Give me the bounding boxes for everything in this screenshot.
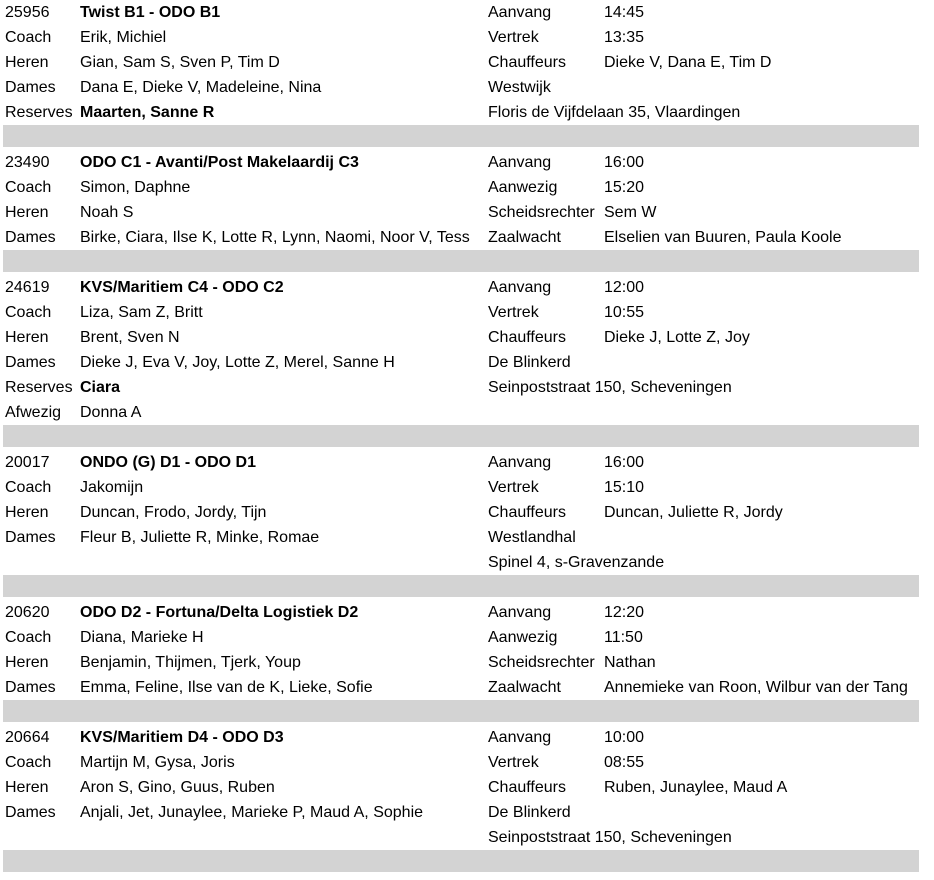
- row-label: Dames: [5, 229, 56, 246]
- info-value: Sem W: [604, 204, 657, 221]
- start-time: 12:00: [604, 279, 645, 296]
- start-label: Aanvang: [488, 279, 552, 296]
- start-time: 16:00: [604, 154, 645, 171]
- row-label: Heren: [5, 779, 49, 796]
- match-header-row: [0, 275, 934, 300]
- info-label: Aanwezig: [488, 629, 558, 646]
- row-value: Duncan, Frodo, Jordy, Tijn: [80, 504, 267, 521]
- row-value: Fleur B, Juliette R, Minke, Romae: [80, 529, 320, 546]
- match-detail-row: [0, 400, 934, 425]
- row-value: Diana, Marieke H: [80, 629, 204, 646]
- match-number: 20664: [5, 729, 50, 746]
- info-label: Seinpoststraat 150, Scheveningen: [488, 829, 732, 846]
- row-label: Reserves: [5, 379, 73, 396]
- start-time: 16:00: [604, 454, 645, 471]
- row-label: Reserves: [5, 104, 73, 121]
- start-label: Aanvang: [488, 604, 552, 621]
- row-label: Heren: [5, 654, 49, 671]
- info-label: De Blinkerd: [488, 354, 571, 371]
- row-value: Ciara: [80, 379, 121, 396]
- info-value: Ruben, Junaylee, Maud A: [604, 779, 788, 796]
- info-label: Zaalwacht: [488, 679, 561, 696]
- match-number: 25956: [5, 4, 50, 21]
- row-value: Jakomijn: [80, 479, 144, 496]
- info-label: Chauffeurs: [488, 504, 566, 521]
- info-value: Nathan: [604, 654, 656, 671]
- match-header-row: [0, 450, 934, 475]
- row-value: Simon, Daphne: [80, 179, 191, 196]
- row-value: Brent, Sven N: [80, 329, 180, 346]
- info-label: Westwijk: [488, 79, 551, 96]
- row-value: Martijn M, Gysa, Joris: [80, 754, 235, 771]
- info-label: Aanwezig: [488, 179, 558, 196]
- row-label: Coach: [5, 304, 52, 321]
- info-value: Duncan, Juliette R, Jordy: [604, 504, 783, 521]
- info-value: Dieke J, Lotte Z, Joy: [604, 329, 750, 346]
- match-number: 24619: [5, 279, 50, 296]
- match-title: KVS/Maritiem D4 - ODO D3: [80, 729, 284, 746]
- row-label: Coach: [5, 629, 52, 646]
- row-value: Anjali, Jet, Junaylee, Marieke P, Maud A, Sophie: [80, 804, 424, 821]
- match-detail-row: [0, 25, 934, 50]
- match-detail-row: [0, 625, 934, 650]
- match-detail-row: [0, 800, 934, 825]
- info-label: Vertrek: [488, 304, 539, 321]
- section-separator: [3, 125, 919, 147]
- info-label: Chauffeurs: [488, 779, 566, 796]
- row-label: Heren: [5, 504, 49, 521]
- row-value: Emma, Feline, Ilse van de K, Lieke, Sofie: [80, 679, 373, 696]
- match-header-row: [0, 600, 934, 625]
- match-detail-row: [0, 200, 934, 225]
- section-separator: [3, 700, 919, 722]
- info-label: Zaalwacht: [488, 229, 561, 246]
- start-time: 14:45: [604, 4, 645, 21]
- start-time: 10:00: [604, 729, 645, 746]
- row-label: Coach: [5, 754, 52, 771]
- row-value: Noah S: [80, 204, 134, 221]
- row-value: Gian, Sam S, Sven P, Tim D: [80, 54, 280, 71]
- row-value: Aron S, Gino, Guus, Ruben: [80, 779, 275, 796]
- row-label: Coach: [5, 179, 52, 196]
- row-label: Coach: [5, 479, 52, 496]
- row-value: Benjamin, Thijmen, Tjerk, Youp: [80, 654, 301, 671]
- info-label: Chauffeurs: [488, 329, 566, 346]
- match-detail-row: [0, 375, 934, 400]
- row-value: Birke, Ciara, Ilse K, Lotte R, Lynn, Naomi, Noor V, Tess: [80, 229, 470, 246]
- match-detail-row: [0, 475, 934, 500]
- row-value: Donna A: [80, 404, 142, 421]
- row-value: Dieke J, Eva V, Joy, Lotte Z, Merel, Sanne H: [80, 354, 395, 371]
- row-label: Afwezig: [5, 404, 62, 421]
- start-label: Aanvang: [488, 154, 552, 171]
- match-detail-row: [0, 550, 934, 575]
- start-time: 12:20: [604, 604, 645, 621]
- match-header-row: [0, 725, 934, 750]
- section-separator: [3, 425, 919, 447]
- info-value: Elselien van Buuren, Paula Koole: [604, 229, 842, 246]
- info-value: 10:55: [604, 304, 645, 321]
- info-value: 11:50: [604, 629, 643, 646]
- info-label: Vertrek: [488, 29, 539, 46]
- info-label: Westlandhal: [488, 529, 576, 546]
- match-detail-row: [0, 350, 934, 375]
- row-label: Dames: [5, 804, 56, 821]
- match-header-row: [0, 150, 934, 175]
- info-value: 08:55: [604, 754, 645, 771]
- match-detail-row: [0, 775, 934, 800]
- info-label: Spinel 4, s-Gravenzande: [488, 554, 665, 571]
- row-value: Liza, Sam Z, Britt: [80, 304, 203, 321]
- match-detail-row: [0, 675, 934, 700]
- match-number: 23490: [5, 154, 50, 171]
- match-detail-row: [0, 175, 934, 200]
- match-title: Twist B1 - ODO B1: [80, 4, 221, 21]
- row-label: Dames: [5, 679, 56, 696]
- match-detail-row: [0, 325, 934, 350]
- match-detail-row: [0, 225, 934, 250]
- info-value: Dieke V, Dana E, Tim D: [604, 54, 772, 71]
- match-detail-row: [0, 75, 934, 100]
- section-separator: [3, 250, 919, 272]
- row-label: Heren: [5, 54, 49, 71]
- match-header-row: [0, 0, 934, 25]
- match-detail-row: [0, 825, 934, 850]
- match-title: ONDO (G) D1 - ODO D1: [80, 454, 257, 471]
- start-label: Aanvang: [488, 454, 552, 471]
- match-title: KVS/Maritiem C4 - ODO C2: [80, 279, 284, 296]
- row-value: Maarten, Sanne R: [80, 104, 215, 121]
- row-label: Heren: [5, 204, 49, 221]
- info-value: 15:10: [604, 479, 645, 496]
- row-label: Heren: [5, 329, 49, 346]
- info-value: 15:20: [604, 179, 645, 196]
- info-label: Vertrek: [488, 479, 539, 496]
- section-separator: [3, 575, 919, 597]
- info-label: Vertrek: [488, 754, 539, 771]
- match-title: ODO C1 - Avanti/Post Makelaardij C3: [80, 154, 359, 171]
- info-value: 13:35: [604, 29, 645, 46]
- start-label: Aanvang: [488, 729, 552, 746]
- row-value: Dana E, Dieke V, Madeleine, Nina: [80, 79, 322, 96]
- info-label: De Blinkerd: [488, 804, 571, 821]
- match-detail-row: [0, 750, 934, 775]
- match-number: 20017: [5, 454, 50, 471]
- match-detail-row: [0, 525, 934, 550]
- row-label: Dames: [5, 79, 56, 96]
- row-label: Dames: [5, 354, 56, 371]
- info-label: Seinpoststraat 150, Scheveningen: [488, 379, 732, 396]
- row-value: Erik, Michiel: [80, 29, 167, 46]
- match-detail-row: [0, 300, 934, 325]
- info-label: Scheidsrechter: [488, 654, 595, 671]
- match-detail-row: [0, 50, 934, 75]
- match-detail-row: [0, 100, 934, 125]
- match-detail-row: [0, 500, 934, 525]
- match-number: 20620: [5, 604, 50, 621]
- start-label: Aanvang: [488, 4, 552, 21]
- info-label: Chauffeurs: [488, 54, 566, 71]
- match-detail-row: [0, 650, 934, 675]
- section-separator: [3, 850, 919, 872]
- row-label: Dames: [5, 529, 56, 546]
- row-label: Coach: [5, 29, 52, 46]
- info-label: Scheidsrechter: [488, 204, 595, 221]
- info-value: Annemieke van Roon, Wilbur van der Tang: [604, 679, 908, 696]
- info-label: Floris de Vijfdelaan 35, Vlaardingen: [488, 104, 741, 121]
- match-title: ODO D2 - Fortuna/Delta Logistiek D2: [80, 604, 359, 621]
